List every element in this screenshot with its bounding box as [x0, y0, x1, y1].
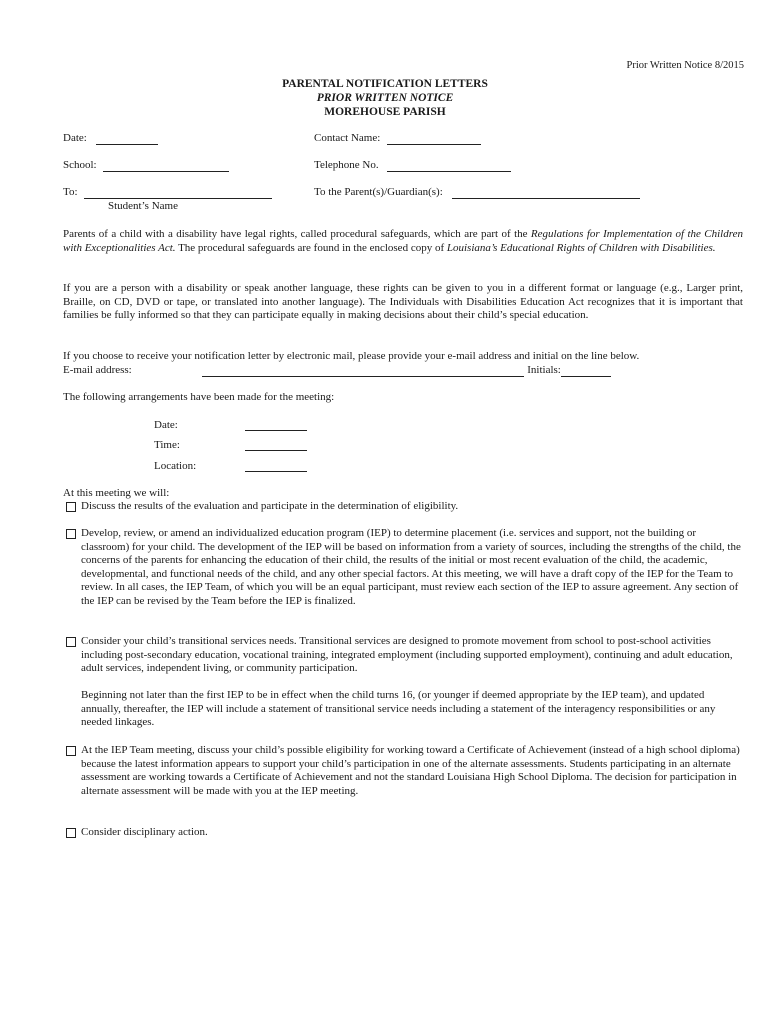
meeting-time-label: Time: — [154, 439, 180, 451]
email-input[interactable] — [202, 365, 524, 377]
parent-field-row — [314, 186, 640, 199]
arrangements-intro: The following arrangements have been made for the meeting: — [63, 391, 335, 403]
item-certificate: At the IEP Team meeting, discuss your child’s possible eligibility for working toward a Certificate of Achievement (instead of a high school diploma) because the latest information appears to support your child’s participation in one of the alternate assessments. Students participating in an alternate assessment are working towards a Certificate of Achievement and not the standard Louisiana High School Diploma. The decision for participation in alternate assessment will be made with you at the IEP meeting. — [81, 744, 740, 797]
regulations-title: Regulations for Implementation of the Children with Exceptionalities Act. — [63, 228, 743, 254]
school-field-row — [63, 159, 229, 172]
date-input[interactable] — [96, 133, 158, 145]
email-row — [63, 364, 611, 377]
checkbox-certificate[interactable] — [66, 746, 76, 756]
meeting-location-input[interactable] — [245, 460, 307, 472]
checkbox-disciplinary[interactable] — [66, 828, 76, 838]
email-instructions: If you choose to receive your notification letter by electronic mail, please provide your e-mail address and initial on the line below. — [63, 350, 640, 362]
contact-field-row — [314, 132, 481, 145]
telephone-label: Telephone No. — [314, 159, 379, 171]
checkbox-transitional-services[interactable] — [66, 637, 76, 647]
item-disciplinary: Consider disciplinary action. — [81, 826, 208, 838]
email-label: E-mail address: — [63, 364, 132, 376]
item-transitional-services: Consider your child’s transitional services needs. Transitional services are designed to promote movement from school to post-school activities including post-secondary education, vocational training, integrated employment (including supported employment), continuing and adult education, adult services, independent living, or community participation. — [81, 635, 733, 675]
to-label: To: — [63, 186, 78, 198]
accessibility-paragraph: If you are a person with a disability or speak another language, these rights can be given to you in a different format or language (e.g., Larger print, Braille, on CD, DVD or tape, or translated into another language). The Individuals with Disabilities Education Act recognizes that it is important that families be fully informed so that they can participate equally in making decisions about their child’s special education. — [63, 282, 743, 322]
header-note: Prior Written Notice 8/2015 — [626, 60, 744, 71]
parish-name: MOREHOUSE PARISH — [324, 106, 446, 118]
rights-booklet-title: Louisiana’s Educational Rights of Children with Disabilities. — [446, 241, 716, 254]
procedural-safeguards-paragraph — [63, 228, 743, 255]
school-input[interactable] — [103, 160, 229, 172]
document-title: PARENTAL NOTIFICATION LETTERS — [282, 78, 488, 90]
meeting-location-label: Location: — [154, 460, 197, 472]
initials-label: Initials: — [527, 364, 561, 376]
meeting-date-input[interactable] — [245, 419, 307, 431]
meeting-date-label: Date: — [154, 419, 178, 431]
transition-note: Beginning not later than the first IEP to be in effect when the child turns 16, (or younger if deemed appropriate by the IEP team), and updated annually, thereafter, the IEP will include a statement of transitional service needs including a statement of the interagency responsibilities or any needed linkages. — [81, 689, 716, 729]
student-name-input[interactable] — [84, 187, 272, 199]
contact-name-input[interactable] — [387, 133, 481, 145]
contact-name-label: Contact Name: — [314, 132, 381, 144]
item-eligibility: Discuss the results of the evaluation and participate in the determination of eligibility. — [81, 500, 459, 512]
parent-guardian-input[interactable] — [452, 187, 640, 199]
meeting-will-intro: At this meeting we will: — [63, 487, 170, 499]
meeting-time-input[interactable] — [245, 439, 307, 451]
initials-input[interactable] — [561, 365, 611, 377]
date-label: Date: — [63, 132, 87, 144]
to-field-row — [63, 186, 272, 199]
document-subtitle: PRIOR WRITTEN NOTICE — [316, 92, 454, 104]
telephone-input[interactable] — [387, 160, 511, 172]
p1-text-a: Parents of a child with a disability have legal rights, called procedural safeguards, which are part of the — [63, 228, 531, 240]
telephone-field-row — [314, 159, 511, 172]
checkbox-iep[interactable] — [66, 529, 76, 539]
item-iep: Develop, review, or amend an individualized education program (IEP) to determine placement (i.e. services and support, not the building or classroom) for your child. The development of the IEP will be based on information from a variety of sources, including the strengths of the child, the concerns of the parents for enhancing the education of their child, the results of the initial or most recent evaluation of the child, the academic, developmental, and functional needs of the child, and any other special factors. At this meeting, we will have a draft copy of the IEP for the Team to review. In all cases, the IEP Team, of which you will be an equal participant, must review each section of the IEP to assure agreement. Any section of the IEP can be revised by the Team before the IEP is finalized. — [81, 527, 741, 607]
p1-text-c: The procedural safeguards are found in the enclosed copy of — [175, 241, 447, 254]
parent-guardian-label: To the Parent(s)/Guardian(s): — [314, 186, 443, 198]
date-field-row — [63, 132, 158, 145]
checkbox-eligibility[interactable] — [66, 502, 76, 512]
school-label: School: — [63, 159, 97, 171]
student-name-caption: Student’s Name — [108, 200, 178, 212]
